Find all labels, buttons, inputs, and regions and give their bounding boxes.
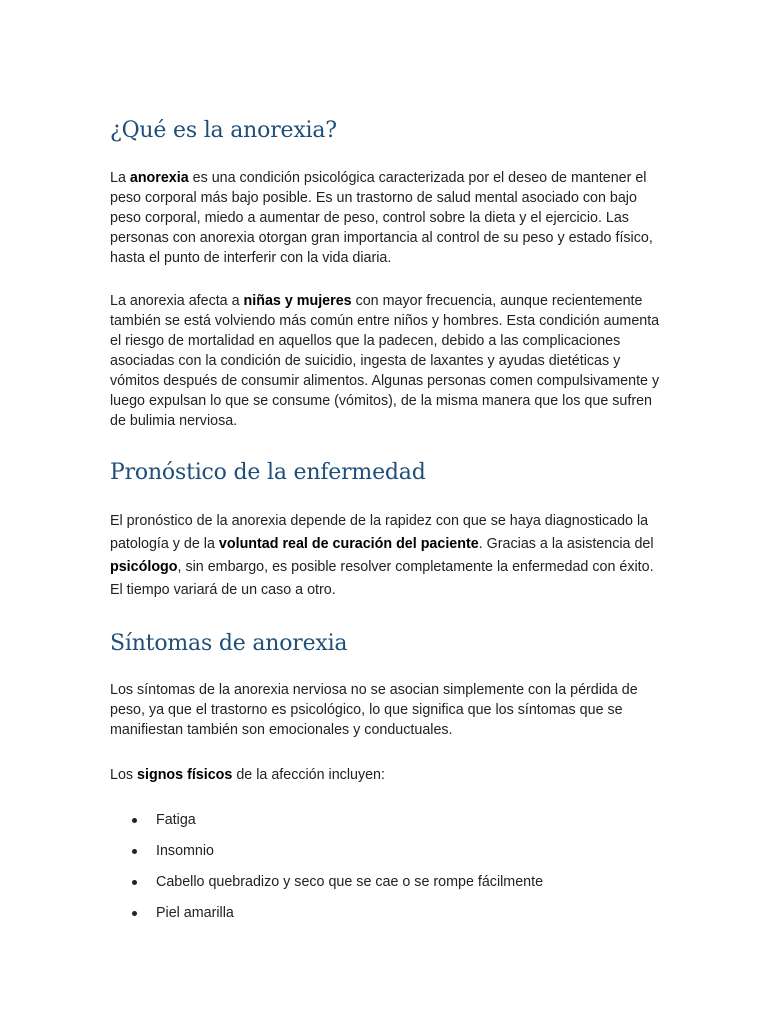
paragraph-definicion: La anorexia es una condición psicológica caracterizada por el deseo de mantener el peso corporal más bajo posible. Es un trastorno de salud mental asociado con bajo peso corporal, miedo a aumentar de peso, control sobre la dieta y el ejercicio. Las personas con anorexia otorgan gran importancia al control de su peso y estado físico, hasta el punto de interferir con la vida diaria. xyxy=(110,170,653,266)
symptoms-list xyxy=(110,810,543,934)
section-title-pronostico: Pronóstico de la enfermedad xyxy=(110,460,426,485)
paragraph-sintomas: Los síntomas de la anorexia nerviosa no se asocian simplemente con la pérdida de peso, ya que el trastorno es psicológico, lo que significa que los síntomas que se manifiestan también son emocionales y conductuales. xyxy=(110,682,638,738)
section-title-que-es: ¿Qué es la anorexia? xyxy=(110,118,337,143)
paragraph-frecuencia: La anorexia afecta a niñas y mujeres con mayor frecuencia, aunque recientemente también se está volviendo más común entre niños y hombres. Esta condición aumenta el riesgo de mortalidad en aquellos que la padecen, debido a las complicaciones asociadas con la condición de suicidio, ingesta de laxantes y ayudas dietéticas y vómitos después de consumir alimentos. Algunas personas comen compulsivamente y luego expulsan lo que se consume (vómitos), de la misma manera que los que sufren de bulimia nerviosa. xyxy=(110,293,660,429)
section-title-sintomas: Síntomas de anorexia xyxy=(110,631,348,656)
keyword-anorexia: anorexia xyxy=(129,170,189,186)
list-item: Piel amarilla xyxy=(110,903,543,934)
keyword-voluntad: voluntad real de curación del paciente xyxy=(218,536,479,552)
list-item: Cabello quebradizo y seco que se cae o se rompe fácilmente xyxy=(110,872,543,903)
keyword-psicologo: psicólogo xyxy=(110,559,178,575)
list-item: Insomnio xyxy=(110,841,543,872)
keyword-ninas-mujeres: niñas y mujeres xyxy=(243,293,352,309)
paragraph-pronostico: El pronóstico de la anorexia depende de la rapidez con que se haya diagnosticado la patología y de la voluntad real de curación del paciente. Gracias a la asistencia del psicólogo, sin embargo, es posible resolver completamente la enfermedad con éxito. El tiempo variará de un caso a otro. xyxy=(110,513,654,598)
keyword-signos-fisicos: signos físicos xyxy=(137,767,233,783)
paragraph-signos-fisicos: Los signos físicos de la afección incluyen: xyxy=(110,767,385,783)
list-item: Fatiga xyxy=(110,810,543,841)
